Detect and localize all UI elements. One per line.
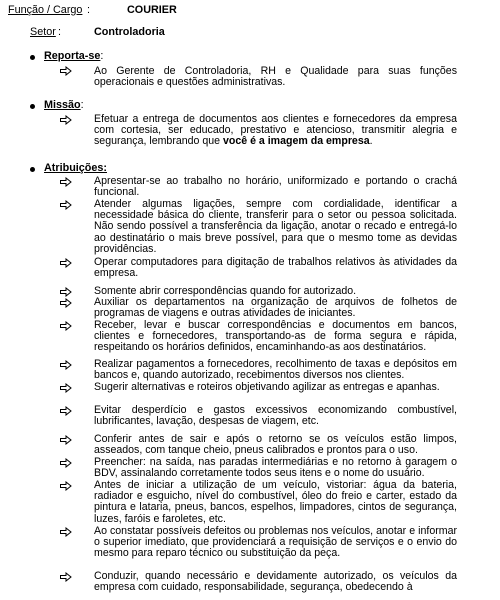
arrow-right-icon: [60, 360, 72, 370]
atribuicao-item: Conferir antes de sair e após o retorno se os veículos estão limpos, asseados, com tanque cheio, pneus calibrados e prontos para o uso.: [94, 433, 457, 457]
funcao-label: Função / Cargo: [8, 4, 83, 16]
atribuicao-item: Realizar pagamentos a fornecedores, recolhimento de taxas e depósitos em bancos e, quando autorizado, recebimentos diversos nos clientes.: [94, 358, 457, 382]
reporta-heading: [44, 50, 103, 63]
missao-text-end: .: [369, 135, 373, 148]
arrow-right-icon: [60, 287, 72, 297]
missao-text: [94, 114, 457, 148]
atribuicao-item: Receber, levar e buscar correspondências e documentos em bancos, clientes e fornecedores, transportando-as de forma segura e rápida, respeitando os horários definidos, encaminhando-as aos destinatários.: [94, 319, 457, 354]
missao-heading: [44, 99, 84, 112]
missao-colon: :: [80, 99, 84, 111]
setor-value: Controladoria: [94, 26, 165, 38]
atribuicao-item: Operar computadores para digitação de trabalhos relativos às atividades da empresa.: [94, 256, 457, 280]
arrow-right-icon: [60, 66, 72, 76]
arrow-right-icon: [60, 572, 72, 582]
arrow-right-icon: [60, 481, 72, 491]
bullet-icon: [30, 165, 38, 173]
bullet-icon: [30, 102, 38, 110]
funcao-colon: :: [87, 4, 90, 16]
arrow-right-icon: [60, 406, 72, 416]
arrow-right-icon: [60, 458, 72, 468]
setor-label: Setor: [30, 26, 56, 38]
arrow-right-icon: [60, 383, 72, 393]
reporta-label: Reporta-se: [44, 50, 101, 62]
atribuicao-item: Atender algumas ligações, sempre com cordialidade, identificar a necessidade básica do cliente, transferir para o setor ou pessoa solicitada. Não sendo possível a transferência da ligação, anotar o recado e entregá-lo ao destinatário o mais breve possível, para que o mesmo tome as devidas providências.: [94, 198, 457, 255]
missao-label: Missão: [44, 99, 81, 111]
missao-text-bold: você é a imagem da empresa: [222, 135, 370, 148]
atribuicao-item: Conduzir, quando necessário e devidamente autorizado, os veículos da empresa com cuidado, responsabilidade, segurança, obedecendo à: [94, 570, 457, 594]
arrow-right-icon: [60, 177, 72, 187]
arrow-right-icon: [60, 115, 72, 125]
atribuicao-item: Somente abrir correspondências quando for autorizado.: [94, 285, 357, 297]
arrow-right-icon: [60, 321, 72, 331]
setor-colon: :: [58, 26, 61, 38]
arrow-right-icon: [60, 298, 72, 308]
atribuicao-item: Ao constatar possíveis defeitos ou problemas nos veículos, anotar e informar o superior imediato, que providenciará a requisição de serviços e o envio do mesmo para reparo técnico ou substituição da peça.: [94, 525, 457, 560]
arrow-right-icon: [60, 527, 72, 537]
reporta-item: Ao Gerente de Controladoria, RH e Qualidade para suas funções operacionais e questões administrativas.: [94, 65, 457, 89]
funcao-value: COURIER: [127, 4, 177, 16]
bullet-icon: [30, 53, 38, 61]
arrow-right-icon: [60, 435, 72, 445]
atribuicao-item: Preencher: na saída, nas paradas intermediárias e no retorno à garagem o BDV, assinalando corretamente todos seus itens e o nome do usuário.: [94, 456, 457, 480]
atribuicao-item: Auxiliar os departamentos na organização de arquivos de folhetos de programas de viagens e outras atividades de iniciantes.: [94, 296, 457, 320]
atribuicao-item: Evitar desperdício e gastos excessivos economizando combustível, lubrificantes, lavação, despesas de viagem, etc.: [94, 404, 457, 428]
atribuicao-item: Apresentar-se ao trabalho no horário, uniformizado e portando o crachá funcional.: [94, 175, 457, 199]
atribuicao-item: Antes de iniciar a utilização de um veículo, vistoriar: água da bateria, radiador e esguicho, nível do combustível, óleo do freio e carter, estado da pintura e lataria, pneus, bancos, espelhos, limpadores, cintos de segurança, luzes, faróis e faroletes, etc.: [94, 479, 457, 525]
atribuicoes-label: Atribuições:: [44, 162, 107, 174]
arrow-right-icon: [60, 200, 72, 210]
atribuicao-item: Sugerir alternativas e roteiros objetivando agilizar as entregas e apanhas.: [94, 381, 440, 393]
arrow-right-icon: [60, 258, 72, 268]
reporta-colon: :: [100, 50, 104, 62]
missao-text-start: Efetuar a entrega de documentos aos clientes e fornecedores da empresa com cortesia, ser educado, prestativo e atencioso, transmitir alegria e segurança, lembrando que: [94, 113, 457, 148]
